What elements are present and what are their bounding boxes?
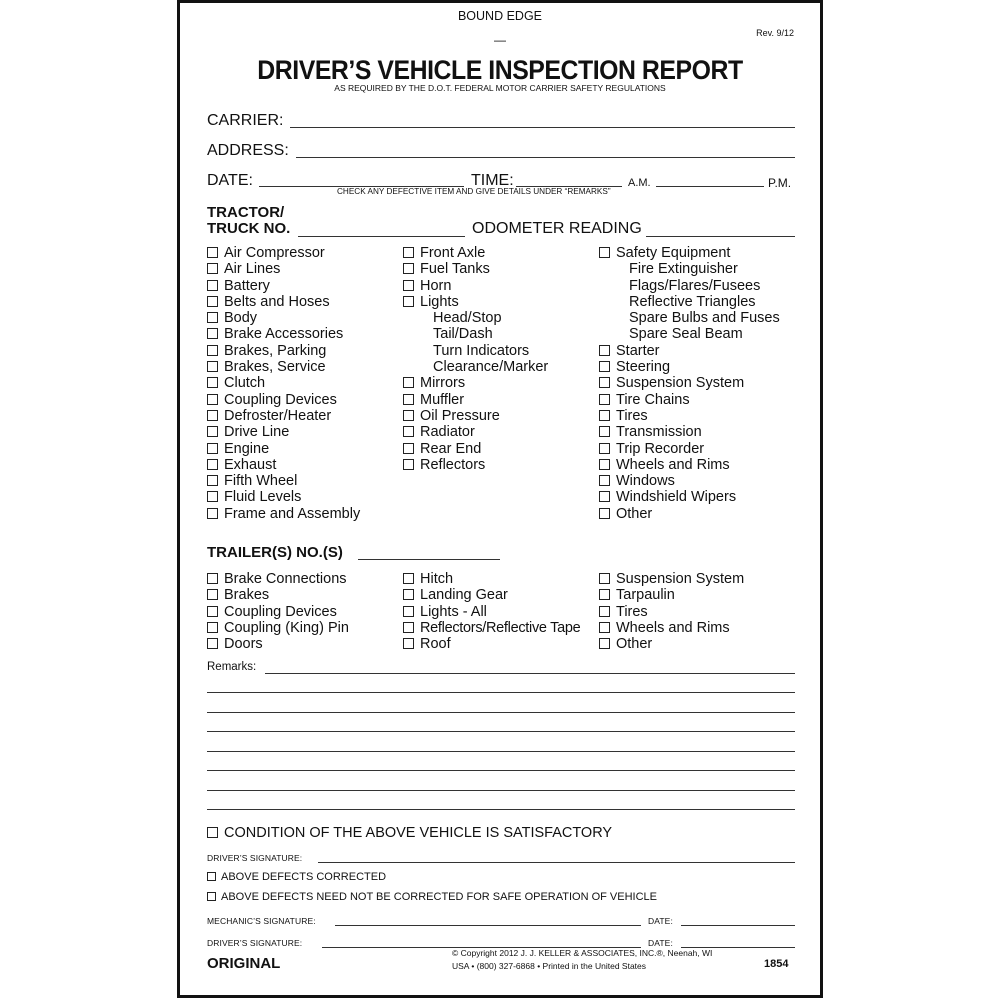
checklist-item[interactable]: Rear End — [403, 441, 548, 457]
checklist-item[interactable]: Front Axle — [403, 245, 548, 261]
driver-date-label: DATE: — [648, 938, 673, 948]
checkbox[interactable] — [207, 345, 218, 356]
checklist-item[interactable]: Brake Accessories — [207, 326, 360, 342]
checklist-subitem: Spare Bulbs and Fuses — [629, 310, 780, 327]
checklist-subitem: Turn Indicators — [433, 342, 530, 359]
checklist-subitem: Fire Extinguisher — [629, 261, 738, 278]
checkbox[interactable] — [207, 247, 218, 258]
checkbox[interactable] — [599, 247, 610, 258]
checklist-item[interactable]: Reflectors — [403, 457, 548, 473]
carrier-label: CARRIER: — [207, 112, 284, 129]
checkbox[interactable] — [599, 410, 610, 421]
checklist-subitem: Flags/Flares/Fusees — [629, 277, 761, 294]
checkbox[interactable] — [599, 491, 610, 502]
copyright-line-1: © Copyright 2012 J. J. KELLER & ASSOCIATES, INC.®, Neenah, WI — [452, 948, 713, 958]
checklist-item[interactable]: Other — [599, 506, 780, 522]
checklist-item[interactable]: Air Lines — [207, 261, 360, 277]
checklist-item[interactable]: Defroster/Heater — [207, 408, 360, 424]
checklist-item[interactable]: Mirrors — [403, 375, 548, 391]
checklist-item[interactable]: Tire Chains — [599, 392, 780, 408]
checkbox[interactable] — [403, 280, 414, 291]
tractor-checklist-col3 — [599, 245, 780, 522]
checklist-item[interactable]: Lights - All — [403, 604, 580, 620]
checklist-item[interactable]: Tires — [599, 604, 744, 620]
tractor-checklist-col1 — [207, 245, 360, 522]
checkbox[interactable] — [599, 475, 610, 486]
checklist-item[interactable]: Belts and Hoses — [207, 294, 360, 310]
checklist-item[interactable]: Air Compressor — [207, 245, 360, 261]
checklist-subitem: Reflective Triangles — [629, 293, 756, 310]
copy-label: ORIGINAL — [207, 955, 281, 972]
checklist-item[interactable]: Safety Equipment — [599, 245, 780, 261]
checkbox[interactable] — [599, 589, 610, 600]
date-label: DATE: — [207, 172, 253, 189]
checkbox[interactable] — [599, 345, 610, 356]
checkbox[interactable] — [403, 394, 414, 405]
checkbox[interactable] — [403, 296, 414, 307]
bound-edge-label: BOUND EDGE — [457, 9, 543, 23]
checklist-item[interactable]: Frame and Assembly — [207, 506, 360, 522]
defects-corrected-checkbox[interactable] — [207, 872, 216, 881]
checkbox[interactable] — [403, 606, 414, 617]
checkbox[interactable] — [207, 280, 218, 291]
checkbox[interactable] — [599, 443, 610, 454]
checklist-item[interactable]: Fifth Wheel — [207, 473, 360, 489]
driver-signature-field[interactable] — [318, 862, 795, 863]
checklist-item[interactable]: Wheels and Rims — [599, 620, 744, 636]
mechanic-signature-label: MECHANIC’S SIGNATURE: — [207, 916, 316, 926]
checkbox[interactable] — [599, 394, 610, 405]
trailer-checklist-col3 — [599, 571, 744, 652]
checkbox[interactable] — [207, 573, 218, 584]
checkbox[interactable] — [207, 263, 218, 274]
checklist-item[interactable]: Windshield Wipers — [599, 489, 780, 505]
checkbox[interactable] — [403, 459, 414, 470]
trailer-checklist-col1 — [207, 571, 349, 652]
remarks-line[interactable] — [207, 712, 795, 713]
driver-signature-label: DRIVER’S SIGNATURE: — [207, 853, 303, 863]
checklist-subitem: Spare Seal Beam — [629, 326, 743, 343]
checklist-item[interactable]: Coupling Devices — [207, 392, 360, 408]
am-label: A.M. — [628, 177, 651, 189]
checkbox[interactable] — [207, 459, 218, 470]
address-field[interactable] — [296, 157, 795, 158]
remarks-line[interactable] — [207, 731, 795, 732]
checklist-item[interactable]: Horn — [403, 278, 548, 294]
checklist-item[interactable]: Coupling (King) Pin — [207, 620, 349, 636]
satisfactory-item[interactable]: CONDITION OF THE ABOVE VEHICLE IS SATISFACTORY — [207, 825, 612, 841]
checkbox[interactable] — [599, 638, 610, 649]
checkbox[interactable] — [403, 622, 414, 633]
revision-label: Rev. 9/12 — [756, 28, 794, 38]
mechanic-date-field[interactable] — [681, 925, 795, 926]
checklist-item[interactable]: Lights — [403, 294, 548, 310]
checkbox[interactable] — [599, 606, 610, 617]
checklist-item[interactable]: Reflectors/Reflective Tape — [403, 620, 580, 636]
driver-signature-label-2: DRIVER’S SIGNATURE: — [207, 938, 303, 948]
defects-corrected-item[interactable]: ABOVE DEFECTS CORRECTED — [207, 871, 386, 883]
checklist-item[interactable]: Exhaust — [207, 457, 360, 473]
form-number: 1854 — [764, 958, 789, 970]
checkbox[interactable] — [207, 443, 218, 454]
checkbox[interactable] — [599, 573, 610, 584]
checklist-subitem: Head/Stop — [433, 310, 502, 327]
checkbox[interactable] — [207, 312, 218, 323]
checkbox[interactable] — [207, 606, 218, 617]
checkbox[interactable] — [599, 361, 610, 372]
tractor-label-line2: TRUCK NO. — [207, 220, 291, 237]
checklist-item[interactable]: Trip Recorder — [599, 441, 780, 457]
instruction-text: CHECK ANY DEFECTIVE ITEM AND GIVE DETAILS UNDER “REMARKS” — [337, 187, 611, 196]
checkbox[interactable] — [207, 394, 218, 405]
bound-edge-mark: — — [494, 33, 506, 47]
checkbox[interactable] — [599, 459, 610, 470]
address-label: ADDRESS: — [207, 142, 289, 159]
checklist-item[interactable]: Clutch — [207, 375, 360, 391]
checklist-item[interactable]: Wheels and Rims — [599, 457, 780, 473]
checkbox[interactable] — [599, 622, 610, 633]
checkbox[interactable] — [207, 410, 218, 421]
checklist-item[interactable]: Brakes, Parking — [207, 343, 360, 359]
trailer-number-field[interactable] — [358, 559, 500, 560]
checklist-item[interactable]: Starter — [599, 343, 780, 359]
mechanic-date-label: DATE: — [648, 916, 673, 926]
checklist-item[interactable]: Steering — [599, 359, 780, 375]
defects-not-needed-checkbox[interactable] — [207, 892, 216, 901]
checklist-item[interactable]: Drive Line — [207, 424, 360, 440]
remarks-line[interactable] — [207, 809, 795, 810]
page-subtitle: AS REQUIRED BY THE D.O.T. FEDERAL MOTOR CARRIER SAFETY REGULATIONS — [334, 83, 666, 93]
checklist-item[interactable]: Landing Gear — [403, 587, 580, 603]
odometer-label: ODOMETER READING — [472, 220, 642, 237]
checkbox[interactable] — [403, 443, 414, 454]
checklist-item[interactable]: Other — [599, 636, 744, 652]
checkbox[interactable] — [599, 426, 610, 437]
checklist-subitem: Tail/Dash — [433, 326, 493, 343]
checkbox[interactable] — [403, 247, 414, 258]
remarks-line[interactable] — [207, 790, 795, 791]
page-title: DRIVER’S VEHICLE INSPECTION REPORT — [257, 55, 743, 85]
checklist-item[interactable]: Hitch — [403, 571, 580, 587]
checkbox[interactable] — [207, 296, 218, 307]
checklist-item[interactable]: Radiator — [403, 424, 548, 440]
checkbox[interactable] — [207, 328, 218, 339]
copyright-line-2: USA • (800) 327-6868 • Printed in the United States — [452, 961, 647, 971]
checklist-item[interactable]: Suspension System — [599, 375, 780, 391]
checklist-item[interactable]: Roof — [403, 636, 580, 652]
checkbox[interactable] — [403, 638, 414, 649]
checkbox[interactable] — [599, 377, 610, 388]
checklist-subitem: Clearance/Marker — [433, 359, 549, 376]
checklist-item[interactable]: Coupling Devices — [207, 604, 349, 620]
pm-label: P.M. — [768, 176, 792, 190]
checklist-item[interactable]: Suspension System — [599, 571, 744, 587]
checklist-item[interactable]: Transmission — [599, 424, 780, 440]
checklist-item[interactable]: Brake Connections — [207, 571, 349, 587]
checkbox[interactable] — [207, 622, 218, 633]
checkbox[interactable] — [207, 475, 218, 486]
checkbox[interactable] — [403, 410, 414, 421]
remarks-label: Remarks: — [207, 661, 257, 673]
checklist-item[interactable]: Doors — [207, 636, 349, 652]
checklist-item[interactable]: Windows — [599, 473, 780, 489]
pm-time-field[interactable] — [656, 186, 764, 187]
checkbox[interactable] — [207, 361, 218, 372]
checklist-item[interactable]: Brakes, Service — [207, 359, 360, 375]
mechanic-signature-field[interactable] — [335, 925, 641, 926]
checkbox[interactable] — [207, 508, 218, 519]
checkbox[interactable] — [207, 377, 218, 388]
checklist-item[interactable]: Muffler — [403, 392, 548, 408]
trailer-checklist-col2 — [403, 571, 580, 652]
tractor-checklist-col2 — [403, 245, 548, 473]
checkbox[interactable] — [403, 589, 414, 600]
trailer-label: TRAILER(S) NO.(S) — [207, 544, 343, 561]
remarks-line[interactable] — [207, 692, 795, 693]
checklist-item[interactable]: Tires — [599, 408, 780, 424]
remarks-line[interactable] — [207, 751, 795, 752]
tractor-label-line1: TRACTOR/ — [207, 204, 285, 221]
checklist-item[interactable]: Oil Pressure — [403, 408, 548, 424]
checkbox[interactable] — [207, 589, 218, 600]
checkbox[interactable] — [403, 426, 414, 437]
time-label: TIME: — [471, 172, 514, 189]
checklist-item[interactable]: Tarpaulin — [599, 587, 744, 603]
remarks-line[interactable] — [265, 673, 795, 674]
checklist-item[interactable]: Fluid Levels — [207, 489, 360, 505]
checkbox[interactable] — [403, 573, 414, 584]
checklist-item[interactable]: Fuel Tanks — [403, 261, 548, 277]
satisfactory-checkbox[interactable] — [207, 827, 218, 838]
checklist-item[interactable]: Engine — [207, 441, 360, 457]
checkbox[interactable] — [403, 377, 414, 388]
checkbox[interactable] — [599, 508, 610, 519]
checkbox[interactable] — [207, 638, 218, 649]
checklist-item[interactable]: Battery — [207, 278, 360, 294]
remarks-line[interactable] — [207, 770, 795, 771]
odometer-field[interactable] — [646, 236, 795, 237]
checkbox[interactable] — [207, 426, 218, 437]
truck-number-field[interactable] — [298, 236, 465, 237]
checklist-item[interactable]: Body — [207, 310, 360, 326]
checklist-item[interactable]: Brakes — [207, 587, 349, 603]
defects-not-needed-item[interactable]: ABOVE DEFECTS NEED NOT BE CORRECTED FOR SAFE OPERATION OF VEHICLE — [207, 891, 657, 903]
checkbox[interactable] — [403, 263, 414, 274]
checkbox[interactable] — [207, 491, 218, 502]
carrier-field[interactable] — [290, 127, 795, 128]
